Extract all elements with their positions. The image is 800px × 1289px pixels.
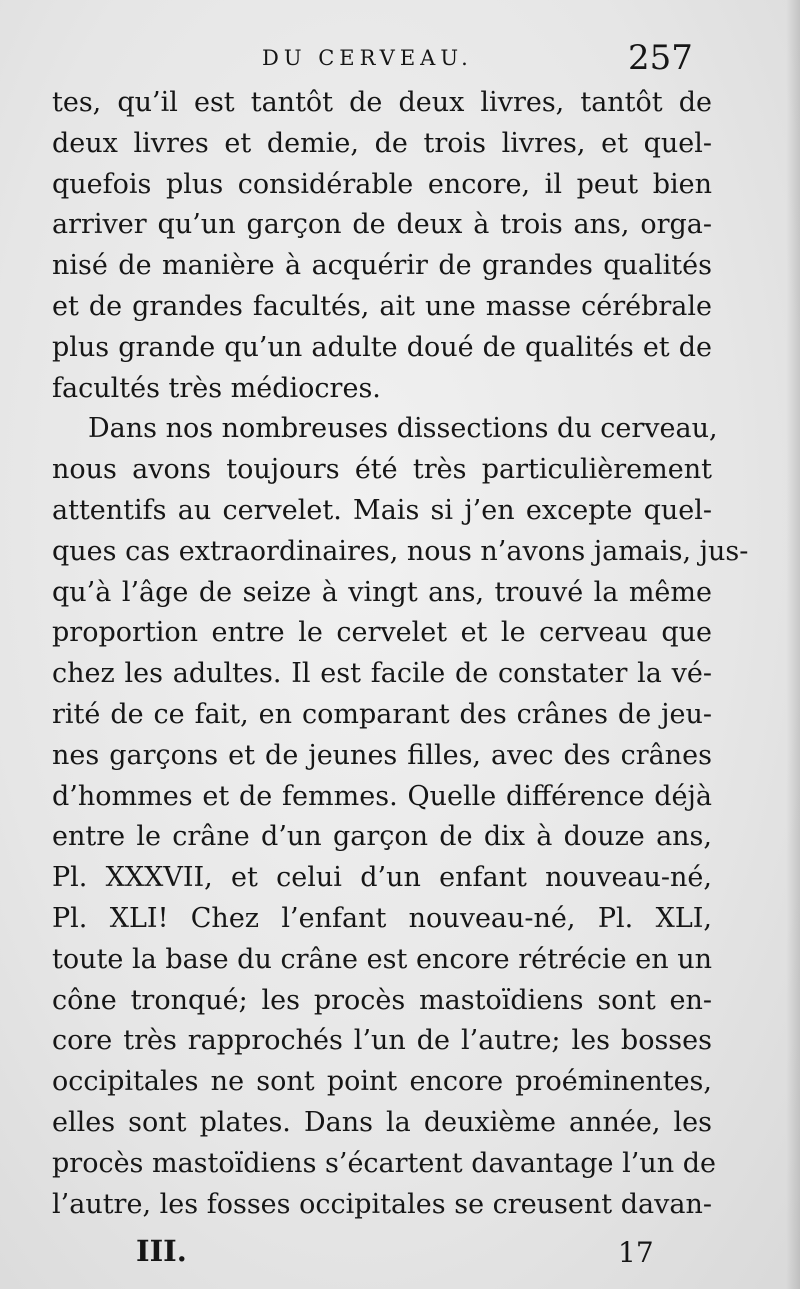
- text-line: Pl. XXXVII, et celui d’un enfant nouveau-né,: [52, 862, 712, 894]
- text-line: nisé de manière à acquérir de grandes qualités: [52, 250, 712, 282]
- text-line: toute la base du crâne est encore rétrécie en un: [52, 943, 712, 975]
- page-number: 257: [628, 38, 693, 78]
- text-line: proportion entre le cervelet et le cerveau que: [52, 617, 712, 649]
- text-line: tes, qu’il est tantôt de deux livres, tantôt de: [52, 87, 712, 118]
- text-line: qu’à l’âge de seize à vingt ans, trouvé la même: [52, 576, 712, 608]
- running-title: DU CERVEAU.: [262, 46, 473, 70]
- page-footer: [0, 1234, 800, 1274]
- text-line: attentifs au cervelet. Mais si j’en excepte quel-: [52, 494, 712, 526]
- text-line: arriver qu’un garçon de deux à trois ans, orga-: [52, 209, 712, 241]
- text-line: core très rapprochés l’un de l’autre; les bosses: [52, 1025, 712, 1057]
- text-line: plus grande qu’un adulte doué de qualités et de: [52, 331, 712, 363]
- text-line: d’hommes et de femmes. Quelle différence déjà: [52, 780, 712, 812]
- paragraph-end-line: facultés très médiocres.: [52, 372, 381, 404]
- text-line: l’autre, les fosses occipitales se creusent davan-: [52, 1188, 712, 1220]
- page-header: [0, 38, 800, 84]
- signature-mark: III.: [136, 1234, 187, 1268]
- text-line: occipitales ne sont point encore proéminentes,: [52, 1066, 712, 1098]
- text-line: Pl. XLI! Chez l’enfant nouveau-né, Pl. XLI,: [52, 902, 712, 934]
- page-edge-shadow: [786, 0, 800, 1289]
- text-line: nous avons toujours été très particulièrement: [52, 454, 712, 486]
- text-line: entre le crâne d’un garçon de dix à douze ans,: [52, 821, 712, 853]
- folio-number: 17: [618, 1236, 654, 1269]
- text-line: ques cas extraordinaires, nous n’avons jamais, jus-: [52, 535, 749, 567]
- text-line: quefois plus considérable encore, il peut bien: [52, 168, 712, 200]
- paragraph-start-line: Dans nos nombreuses dissections du cerveau,: [88, 413, 718, 445]
- text-line: procès mastoïdiens s’écartent davantage l’un de: [52, 1147, 716, 1179]
- text-line: chez les adultes. Il est facile de constater la vé-: [52, 658, 712, 690]
- text-line: et de grandes facultés, ait une masse cérébrale: [52, 290, 712, 322]
- text-line: nes garçons et de jeunes filles, avec des crânes: [52, 739, 712, 771]
- text-line: cône tronqué; les procès mastoïdiens sont en-: [52, 984, 712, 1016]
- body-text: [52, 83, 749, 1225]
- text-line: deux livres et demie, de trois livres, et quel-: [52, 127, 712, 159]
- text-line: elles sont plates. Dans la deuxième année, les: [52, 1106, 712, 1138]
- text-line: rité de ce fait, en comparant des crânes de jeu-: [52, 698, 712, 730]
